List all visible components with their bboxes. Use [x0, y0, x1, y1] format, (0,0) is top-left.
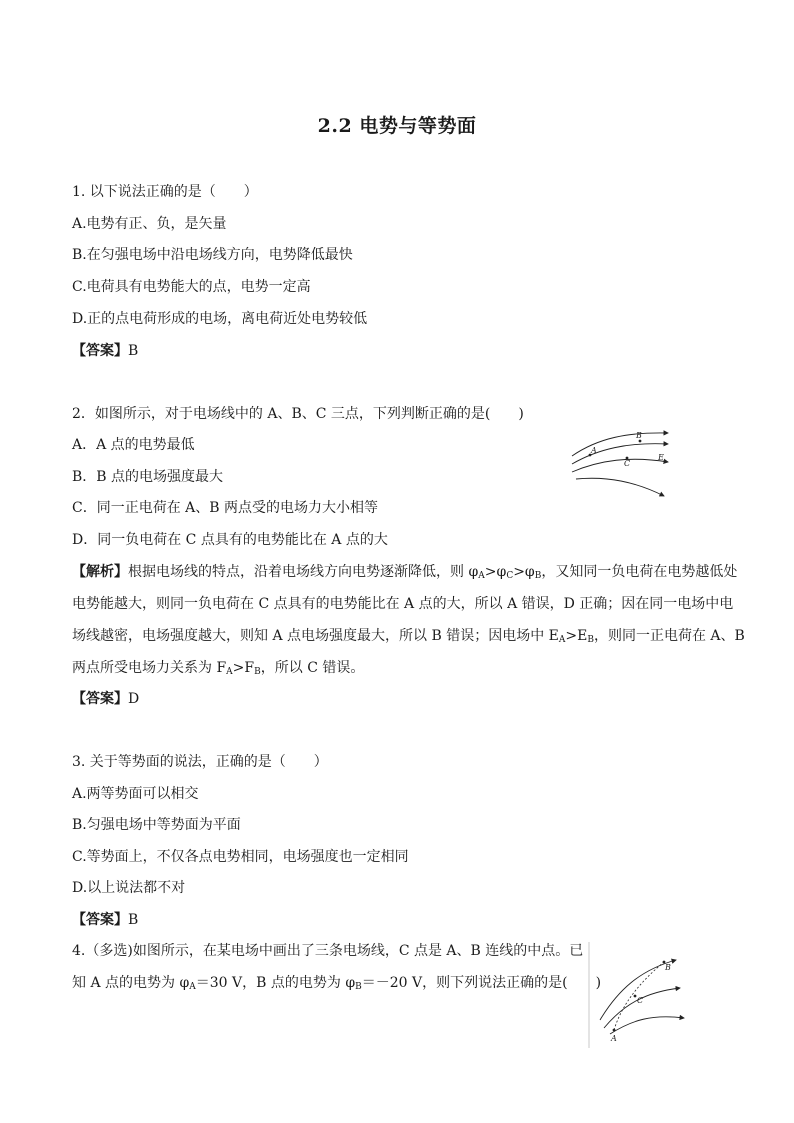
q2-analysis-line-1: [72, 562, 737, 586]
field-line: [604, 988, 680, 1028]
point-c: [634, 995, 637, 998]
q2-option-a: A．A 点的电势最低: [72, 437, 195, 453]
q4-field-lines-figure: [588, 942, 690, 1048]
q1-option-b: B.在匀强电场中沿电场线方向，电势降低最快: [72, 247, 353, 263]
q3-option-b: B.匀强电场中等势面为平面: [72, 817, 241, 833]
q1-stem: 1. 以下说法正确的是（ ）: [72, 184, 258, 200]
subscript: C: [506, 571, 514, 581]
analysis-label: 【解析】: [72, 564, 128, 580]
answer-value: B: [128, 343, 139, 359]
field-line: [576, 478, 664, 496]
text: ，所以 C 错误。: [260, 660, 365, 676]
q4-stem-line-2: [72, 973, 601, 997]
text: ，又知同一负电荷在电势越低处: [541, 564, 738, 580]
q1-answer: [72, 341, 138, 361]
label-b: B: [665, 963, 671, 972]
label-b: B: [636, 431, 642, 440]
field-line: [572, 459, 668, 472]
text: ＝－20 V，则下列说法正确的是( ): [361, 975, 602, 991]
answer-label: 【答案】: [72, 343, 128, 359]
subscript: B: [587, 635, 594, 645]
q2-answer: [72, 689, 139, 709]
subscript: B: [355, 982, 362, 992]
text: >φ: [484, 564, 507, 580]
q3-option-c: C.等势面上，不仅各点电势相同，电场强度也一定相同: [72, 849, 409, 865]
label-a: A: [591, 446, 597, 455]
q4-field-lines-svg: [588, 942, 690, 1048]
q2-analysis-line-2: 电势能越大，则同一负电荷在 C 点具有的电势能比在 A 点的大，所以 A 错误，D 正确；因在同一电场中电: [72, 596, 734, 612]
text: >E: [565, 628, 588, 644]
answer-value: B: [128, 912, 139, 928]
q1-option-a: A.电势有正、负，是矢量: [72, 216, 227, 232]
q2-analysis-line-3: [72, 626, 745, 650]
q4-stem-line-1: 4.（多选)如图所示，在某电场中画出了三条电场线，C 点是 A、B 连线的中点。已: [72, 943, 584, 959]
point-a: [613, 1029, 616, 1032]
q3-option-d: D.以上说法都不对: [72, 880, 186, 896]
text: >φ: [513, 564, 535, 580]
q2-stem: 2．如图所示，对于电场线中的 A、B、C 三点，下列判断正确的是( ): [72, 406, 524, 422]
q2-field-lines-svg: [568, 424, 678, 502]
q1-option-d: D.正的点电荷形成的电场，离电荷近处电势较低: [72, 311, 368, 327]
subscript: A: [478, 571, 485, 581]
page-title: 2.2 电势与等势面: [317, 115, 477, 137]
text: ＝30 V，B 点的电势为 φ: [195, 975, 356, 991]
label-c: C: [624, 459, 631, 468]
subscript: B: [254, 667, 261, 677]
subscript: A: [226, 667, 233, 677]
q2-option-c: C．同一正电荷在 A、B 两点受的电场力大小相等: [72, 500, 379, 516]
label-c: C: [637, 996, 644, 1005]
q2-analysis-line-4: [72, 658, 364, 682]
text: >F: [232, 660, 255, 676]
text: 场线越密，电场强度越大，则知 A 点电场强度最大，所以 B 错误；因电场中 E: [72, 628, 559, 644]
q2-field-lines-figure: [568, 424, 678, 502]
text: 根据电场线的特点，沿着电场线方向电势逐渐降低，则 φ: [128, 564, 479, 580]
q2-option-d: D．同一负电荷在 C 点具有的电势能比在 A 点的大: [72, 532, 388, 548]
field-line: [610, 1017, 684, 1034]
subscript: A: [189, 982, 196, 992]
subscript: B: [534, 571, 542, 581]
text: 两点所受电场力关系为 F: [72, 660, 227, 676]
field-line: [572, 433, 668, 456]
field-line: [572, 444, 668, 464]
text: ，则同一正电荷在 A、B: [593, 628, 745, 644]
q1-option-c: C.电荷具有电势能大的点，电势一定高: [72, 279, 311, 295]
answer-label: 【答案】: [72, 691, 128, 707]
label-a: A: [611, 1034, 617, 1043]
label-e: E: [658, 453, 664, 462]
text: 知 A 点的电势为 φ: [72, 975, 190, 991]
q3-stem: 3. 关于等势面的说法，正确的是（ ）: [72, 754, 328, 770]
subscript: A: [558, 635, 566, 645]
point-b: [639, 440, 642, 443]
q3-answer: [72, 910, 138, 930]
answer-value: D: [128, 691, 140, 707]
q2-option-b: B．B 点的电场强度最大: [72, 469, 224, 485]
q3-option-a: A.两等势面可以相交: [72, 786, 199, 802]
answer-label: 【答案】: [72, 912, 128, 928]
